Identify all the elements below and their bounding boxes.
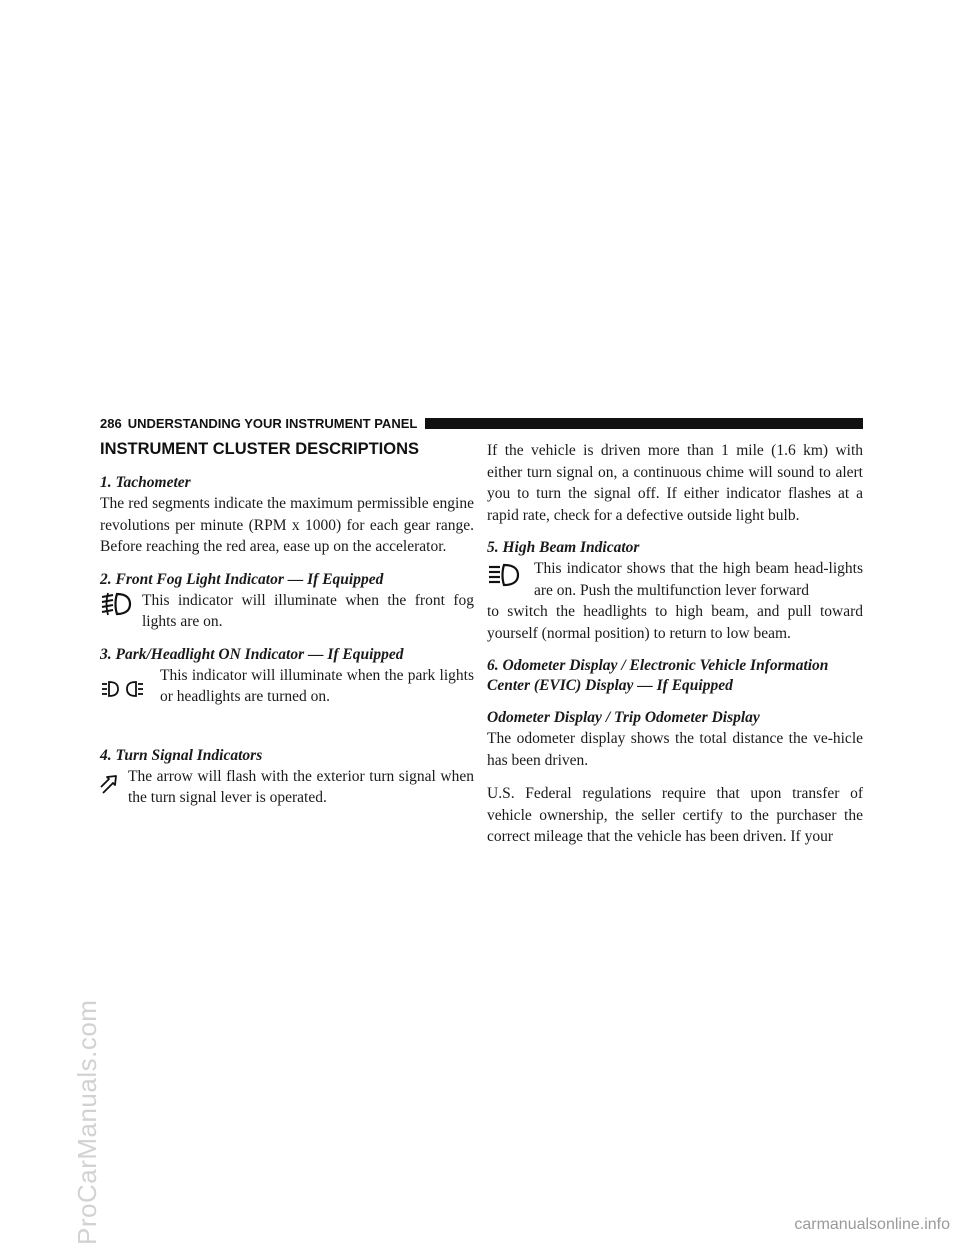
park-headlight-item xyxy=(100,665,474,708)
turn-signal-item xyxy=(100,766,474,809)
fog-light-item xyxy=(100,590,474,633)
left-column xyxy=(100,440,474,809)
odometer-text-1: The odometer display shows the total distance the ve-hicle has been driven. xyxy=(487,730,863,769)
header-rule xyxy=(425,418,863,429)
park-headlight-text: This indicator will illuminate when the park lights or headlights are turned on. xyxy=(160,666,474,705)
high-beam-text: This indicator shows that the high beam head-lights are on. Push the multifunction lever forward xyxy=(534,560,863,599)
section-title: INSTRUMENT CLUSTER DESCRIPTIONS xyxy=(100,440,420,458)
high-beam-item xyxy=(487,558,863,601)
tachometer-heading: 1. Tachometer xyxy=(100,474,191,491)
footer-watermark: carmanualsonline.info xyxy=(794,1216,950,1233)
turn-arrow-icon xyxy=(100,766,128,802)
page-header xyxy=(100,414,863,432)
turn-signal-continued-text: If the vehicle is driven more than 1 mile (1.6 km) with either turn signal on, a continuous chime will sound to alert you to turn the signal off. If either indicator flashes at a rapid rate, check for a defective outside light bulb. xyxy=(487,442,863,524)
high-beam-text-continued: to switch the headlights to high beam, and pull toward yourself (normal position) to return to low beam. xyxy=(487,603,863,642)
odometer-text-2: U.S. Federal regulations require that upon transfer of vehicle ownership, the seller certify to the purchaser the correct mileage that the vehicle has been driven. If your xyxy=(487,785,863,845)
high-beam-heading: 5. High Beam Indicator xyxy=(487,539,640,556)
odometer-subheading: Odometer Display / Trip Odometer Display xyxy=(487,709,760,726)
side-watermark-text: ProCarManuals.com xyxy=(72,999,102,1245)
page-number: 286 xyxy=(100,415,122,431)
high-beam-icon xyxy=(487,558,534,600)
turn-signal-text: The arrow will flash with the exterior turn signal when the turn signal lever is operated. xyxy=(128,767,474,806)
turn-signal-heading: 4. Turn Signal Indicators xyxy=(100,746,263,764)
park-light-icon xyxy=(100,665,160,707)
fog-light-text: This indicator will illuminate when the front fog lights are on. xyxy=(142,591,474,630)
chapter-title: UNDERSTANDING YOUR INSTRUMENT PANEL xyxy=(127,415,418,431)
odometer-heading: 6. Odometer Display / Electronic Vehicle Information Center (EVIC) Display — If Equipped xyxy=(487,657,829,694)
tachometer-text: The red segments indicate the maximum permissible engine revolutions per minute (RPM x 1000) for each gear range. Before reaching the red area, ease up on the accelerator. xyxy=(100,495,474,555)
park-headlight-heading: 3. Park/Headlight ON Indicator — If Equipped xyxy=(100,645,404,663)
fog-light-icon xyxy=(100,590,142,618)
side-watermark xyxy=(0,0,102,1245)
fog-light-heading: 2. Front Fog Light Indicator — If Equipped xyxy=(100,570,384,588)
right-column xyxy=(487,440,863,848)
